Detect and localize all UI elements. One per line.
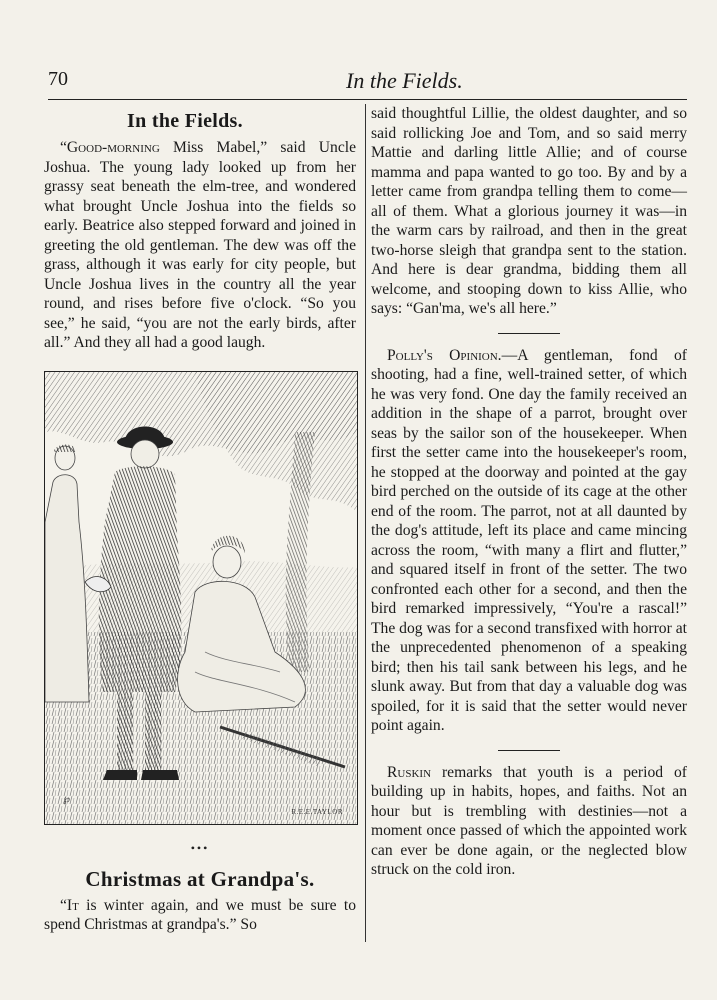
article-title-in-the-fields: In the Fields. <box>127 110 243 132</box>
article-title-christmas: Christmas at Grandpa's. <box>85 866 315 891</box>
illustration-engraving <box>44 371 358 825</box>
paragraph-body: Miss Mabel,” said Uncle Joshua. The young lady looked up from her grassy seat beneath the elm-tree, and wondered what brought Uncle Joshua into the fields so early. Beatrice also stepped forward and joined in greeting the old gentleman. The dew was off the grass, although it was early for city people, but Uncle Joshua lives in the country all the year round, and rises before five o'clock. “So you see,” he said, “you are not the early birds, after all.” And they all had a good laugh. <box>44 139 356 351</box>
page-number: 70 <box>48 68 68 90</box>
right-column <box>371 104 687 880</box>
section-divider <box>498 333 560 334</box>
section-divider <box>498 750 560 751</box>
ruskin-paragraph <box>371 763 687 880</box>
christmas-paragraph-start <box>44 896 356 935</box>
section-ornament: ••• <box>190 840 210 855</box>
paragraph-body: remarks that youth is a period of building up in habits, hopes, and faiths. Not an hour but is trembling with destinies—not a moment once passed of which the appointed work can ever be done again, or the neglected blow struck on the cold iron. <box>371 763 687 878</box>
left-column <box>44 104 356 935</box>
engraving-image <box>45 372 357 824</box>
lead-words: Ruskin <box>387 763 432 781</box>
pollys-opinion-paragraph <box>371 346 687 736</box>
illustration-signature: R.E.E.TAYLOR <box>291 807 343 816</box>
header-rule <box>48 99 687 100</box>
running-title: In the Fields. <box>346 68 463 93</box>
svg-text:℘: ℘ <box>63 793 70 805</box>
page-header <box>40 68 689 96</box>
paragraph-body: is winter again, and we must be sure to spend Christmas at grandpa's.” So <box>44 896 356 933</box>
lead-words: Polly's Opinion. <box>387 346 502 364</box>
christmas-paragraph-continued: said thoughtful Lillie, the oldest daughter, and so said rollicking Joe and Tom, and so said merry Mattie and darling little Allie; and of course mamma and papa wanted to go too. By and by a letter came from grandpa telling them to come—all of them. What a glorious journey it was—in the warm cars by railroad, and then in the great two-horse sleigh that grandpa sent to the station. And here is dear grandma, bidding them all welcome, and stooping down to kiss Allie, who says: “Gan'ma, we's all here.” <box>371 105 687 317</box>
column-divider <box>365 104 366 942</box>
in-the-fields-paragraph <box>44 138 356 353</box>
lead-words: “It <box>60 896 79 914</box>
paragraph-body: —A gentleman, fond of shooting, had a fine, well-trained setter, of which he was very fond. One day the family received an addition in the shape of a parrot, brought over seas by the sailor son of the housekeeper. When first the setter came into the housekeeper's room, he stopped at the doorway and pointed at the gay bird perched on the outside of its cage at the other end of the room. The parrot, not at all daunted by the dog's attitude, left its place and came mincing across the room, “with many a flirt and flutter,” and squared itself in front of the setter. The two confronted each other for a second, and then the bird remarked impressively, “You're a rascal!” The dog was for a second transfixed with horror at the unprecedented phenomenon of a speaking bird; then his tail sank between his legs, and he slunk away. But from that day a valuable dog was spoiled, for it is said that the setter would never point again. <box>371 346 687 734</box>
lead-words: “Good-morning <box>60 139 160 156</box>
